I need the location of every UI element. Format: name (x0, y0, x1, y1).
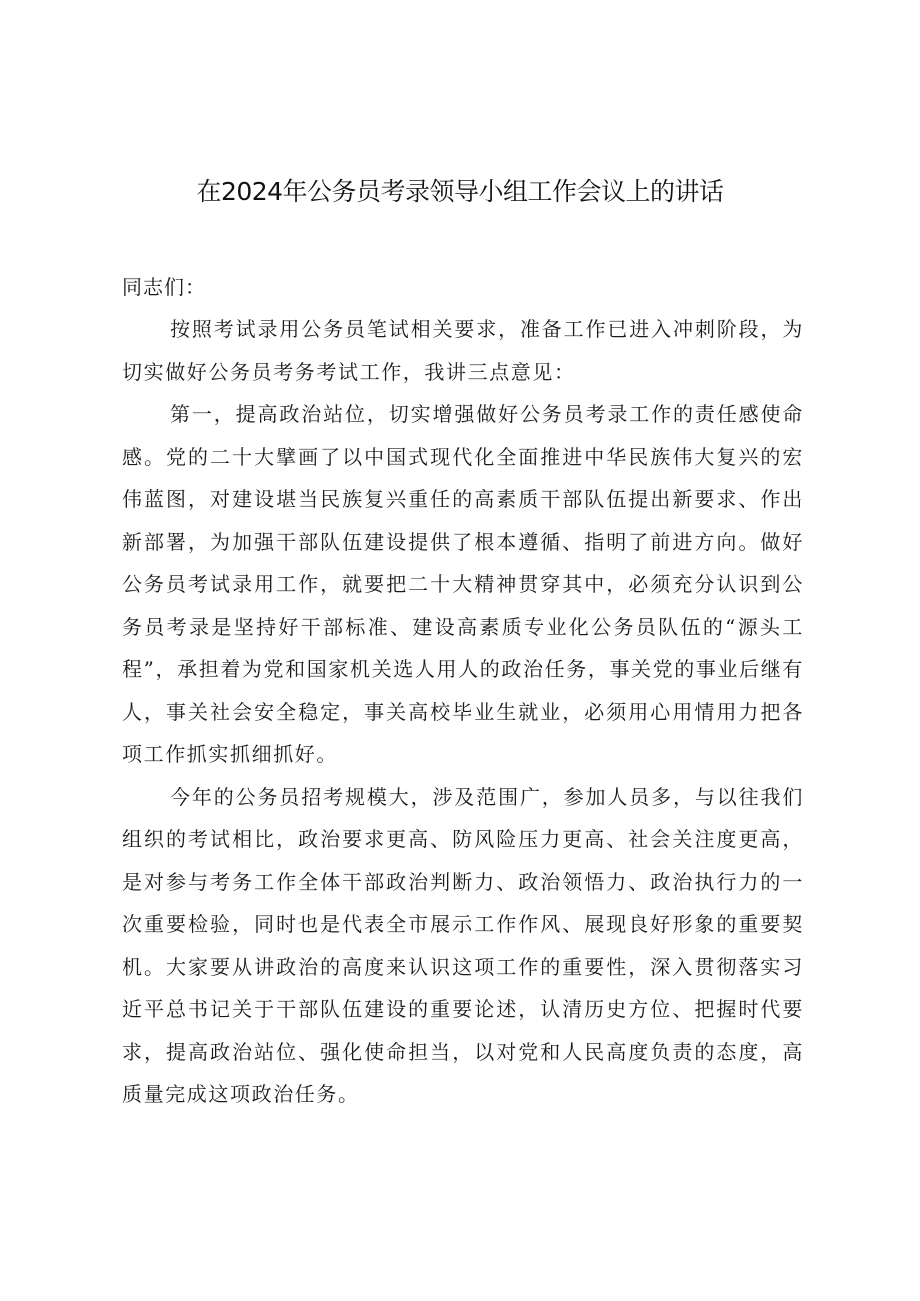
paragraph-intro: 按照考试录用公务员笔试相关要求，准备工作已进入冲刺阶段，为切实做好公务员考务考试工作，我讲三点意见： (122, 317, 804, 384)
document-title: 在2024年公务员考录领导小组工作会议上的讲话 (196, 177, 724, 206)
paragraph-point-one: 第一，提高政治站位，切实增强做好公务员考录工作的责任感使命感。党的二十大擘画了以中国式现代化全面推进中华民族伟大复兴的宏伟蓝图，对建设堪当民族复兴重任的高素质干部队伍提出新要求、作出新部署，为加强干部队伍建设提供了根本遵循、指明了前进方向。做好公务员考试录用工作，就要把二十大精神贯穿其中，必须充分认识到公务员考录是坚持好干部标准、建设高素质专业化公务员队伍的“源头工程”，承担着为党和国家机关选人用人的政治任务，事关党的事业后继有人，事关社会安全稳定，事关高校毕业生就业，必须用心用情用力把各项工作抓实抓细抓好。 (122, 402, 804, 766)
paragraph-exam-scale: 今年的公务员招考规模大，涉及范围广，参加人员多，与以往我们组织的考试相比，政治要求更高、防风险压力更高、社会关注度更高，是对参与考务工作全体干部政治判断力、政治领悟力、政治执行力的一次重要检验，同时也是代表全市展示工作作风、展现良好形象的重要契机。大家要从讲政治的高度来认识这项工作的重要性，深入贯彻落实习近平总书记关于干部队伍建设的重要论述，认清历史方位、把握时代要求，提高政治站位、强化使命担当，以对党和人民高度负责的态度，高质量完成这项政治任务。 (122, 784, 804, 1106)
document-body (122, 266, 804, 1116)
salutation: 同志们： (122, 275, 206, 299)
